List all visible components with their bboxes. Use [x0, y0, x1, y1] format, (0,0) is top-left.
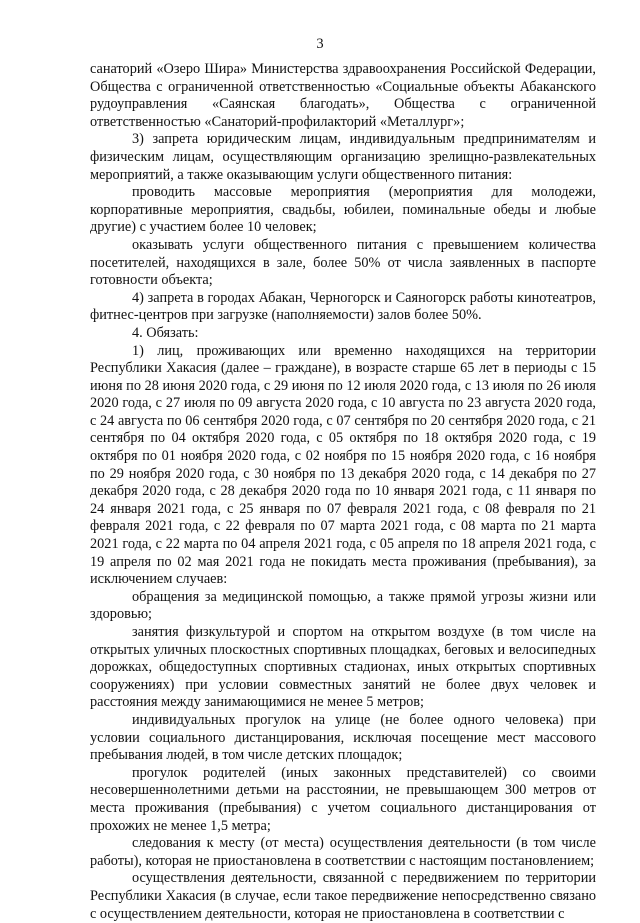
paragraph: проводить массовые мероприятия (мероприятия для молодежи, корпоративные мероприятия, свадьбы, юбилеи, поминальные обеды и любые другие) с участием более 10 человек;: [90, 184, 596, 236]
document-body: [90, 61, 596, 923]
page-number: 3: [316, 36, 324, 52]
paragraph: санаторий «Озеро Шира» Министерства здравоохранения Российской Федерации, Общества с ограниченной ответственностью «Социальные объекты Абаканского рудоуправления «Саянская благодать», Общества с ограниченной ответственностью «Санаторий-профилакторий «Металлург»;: [90, 61, 596, 130]
paragraph: прогулок родителей (иных законных представителей) со своими несовершеннолетними детьми на расстоянии, не превышающем 300 метров от места проживания (пребывания) с учетом социального дистанцирования от прохожих не менее 1,5 метра;: [90, 764, 596, 834]
paragraph: оказывать услуги общественного питания с превышением количества посетителей, находящихся в зале, более 50% от числа заявленных в паспорте готовности объекта;: [90, 236, 596, 289]
paragraph: 1) лиц, проживающих или временно находящихся на территории Республики Хакасия (далее – граждане), в возрасте старше 65 лет в периоды с 15 июня по 28 июня 2020 года, с 29 июня по 12 июля 2020 года, с 13 июля по 26 июля 2020 года, с 27 июля по 09 августа 2020 года, с 10 августа по 23 августа 2020 года, с 24 августа по 06 сентября 2020 года, с 07 сентября по 20 сентября 2020 года, с 21 сентября по 04 октября 2020 года, с 05 октября по 18 октября 2020 года, с 19 октября по 01 ноября 2020 года, с 02 ноября по 15 ноября 2020 года, с 16 ноября по 29 ноября 2020 года, с 30 ноября по 13 декабря 2020 года, с 14 декабря по 27 декабря 2020 года, с 28 декабря 2020 года по 10 января 2021 года, с 11 января по 24 января 2021 года, с 25 января по 07 февраля 2021 года, с 08 февраля по 21 февраля 2021 года, с 22 февраля по 07 марта 2021 года, с 08 марта по 21 марта 2021 года, с 22 марта по 04 апреля 2021 года, с 05 апреля по 18 апреля 2021 года, с 19 апреля по 02 мая 2021 года не покидать места проживания (пребывания), за исключением случаев:: [90, 342, 596, 588]
paragraph: обращения за медицинской помощью, а также прямой угрозы жизни или здоровью;: [90, 588, 596, 623]
paragraph: следования к месту (от места) осуществления деятельности (в том числе работы), которая не приостановлена в соответствии с настоящим постановлением;: [90, 835, 596, 869]
paragraph: индивидуальных прогулок на улице (не более одного человека) при условии социального дистанцирования, исключая посещение мест массового пребывания людей, в том числе детских площадок;: [90, 711, 596, 764]
paragraph: осуществления деятельности, связанной с передвижением по территории Республики Хакасия (в случае, если такое передвижение непосредственно связано с осуществлением деятельности, которая не приостановлена в соответствии с: [90, 870, 596, 922]
paragraph: 3) запрета юридическим лицам, индивидуальным предпринимателям и физическим лицам, осуществляющим организацию зрелищно-развлекательных мероприятий, а также оказывающим услуги общественного питания:: [90, 131, 596, 183]
paragraph: занятия физкультурой и спортом на открытом воздухе (в том числе на открытых уличных плоскостных спортивных площадках, беговых и велосипедных дорожках, общедоступных спортивных стадионах, иных открытых спортивных сооружениях) при условии совместных занятий не более двух человек и расстояния между занимающимися не менее 5 метров;: [90, 624, 596, 711]
paragraph: 4) запрета в городах Абакан, Черногорск и Саяногорск работы кинотеатров, фитнес-центров при загрузке (наполняемости) залов более 50%.: [90, 289, 596, 324]
paragraph: 4. Обязать:: [132, 324, 199, 341]
